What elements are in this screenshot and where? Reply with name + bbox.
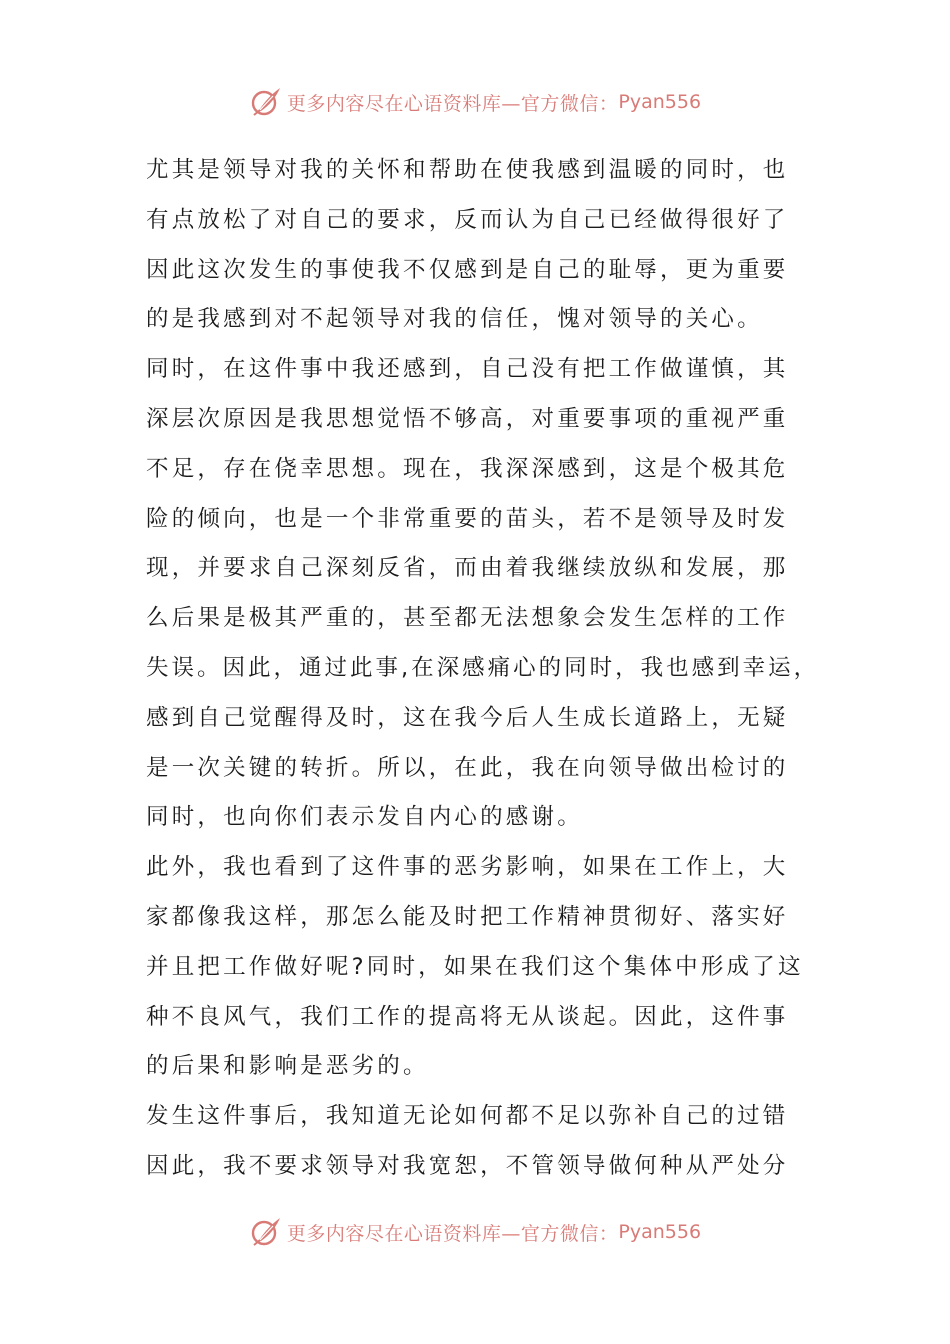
body-line: 的后果和影响是恶劣的。 [146,1053,429,1080]
header-banner [0,80,950,124]
body-line: 深层次原因是我思想觉悟不够高，对重要事项的重视严重 [146,405,789,432]
body-line: 么后果是极其严重的，甚至都无法想象会发生怎样的工作 [146,605,789,632]
body-line: 此外，我也看到了这件事的恶劣影响，如果在工作上，大 [146,854,789,881]
document-body [146,146,820,1192]
body-line: 感到自己觉醒得及时，这在我今后人生成长道路上，无疑 [146,704,789,731]
body-line: 的是我感到对不起领导对我的信任，愧对领导的关心。 [146,306,763,333]
body-line: 发生这件事后，我知道无论如何都不足以弥补自己的过错 [146,1103,789,1130]
body-line: 有点放松了对自己的要求，反而认为自己已经做得很好了 [146,206,789,233]
footer-banner-text: 更多内容尽在心语资料库—官方微信： [286,1222,619,1245]
footer-banner [0,1210,950,1254]
body-line: 是一次关键的转折。所以，在此，我在向领导做出检讨的 [146,754,789,781]
body-line: 家都像我这样，那怎么能及时把工作精神贯彻好、落实好 [146,903,789,930]
footer-wechat-id: Pyan556 [618,1221,702,1243]
body-line: 尤其是领导对我的关怀和帮助在使我感到温暖的同时，也 [146,157,789,183]
header-wechat-id: Pyan556 [618,91,702,113]
body-line: 因此这次发生的事使我不仅感到是自己的耻辱，更为重要 [146,256,789,283]
quill-pen-logo-icon [249,1215,283,1249]
body-line: 因此，我不要求领导对我宽恕，不管领导做何种从严处分 [146,1152,789,1179]
body-line: 失误。因此，通过此事,在深感痛心的同时，我也感到幸运， [146,654,820,681]
body-line: 不足，存在侥幸思想。现在，我深深感到，这是个极其危 [146,455,789,482]
body-line: 同时，也向你们表示发自内心的感谢。 [146,804,583,831]
body-line: 种不良风气，我们工作的提高将无从谈起。因此，这件事 [146,1003,789,1030]
quill-pen-logo-icon [249,85,283,119]
body-line: 同时，在这件事中我还感到，自己没有把工作做谨慎，其 [146,356,789,383]
body-line: 险的倾向，也是一个非常重要的苗头，若不是领导及时发 [146,505,789,532]
header-banner-text: 更多内容尽在心语资料库—官方微信： [286,92,619,115]
body-line: 并且把工作做好呢?同时，如果在我们这个集体中形成了这 [146,953,804,980]
body-line: 现，并要求自己深刻反省，而由着我继续放纵和发展，那 [146,555,789,582]
